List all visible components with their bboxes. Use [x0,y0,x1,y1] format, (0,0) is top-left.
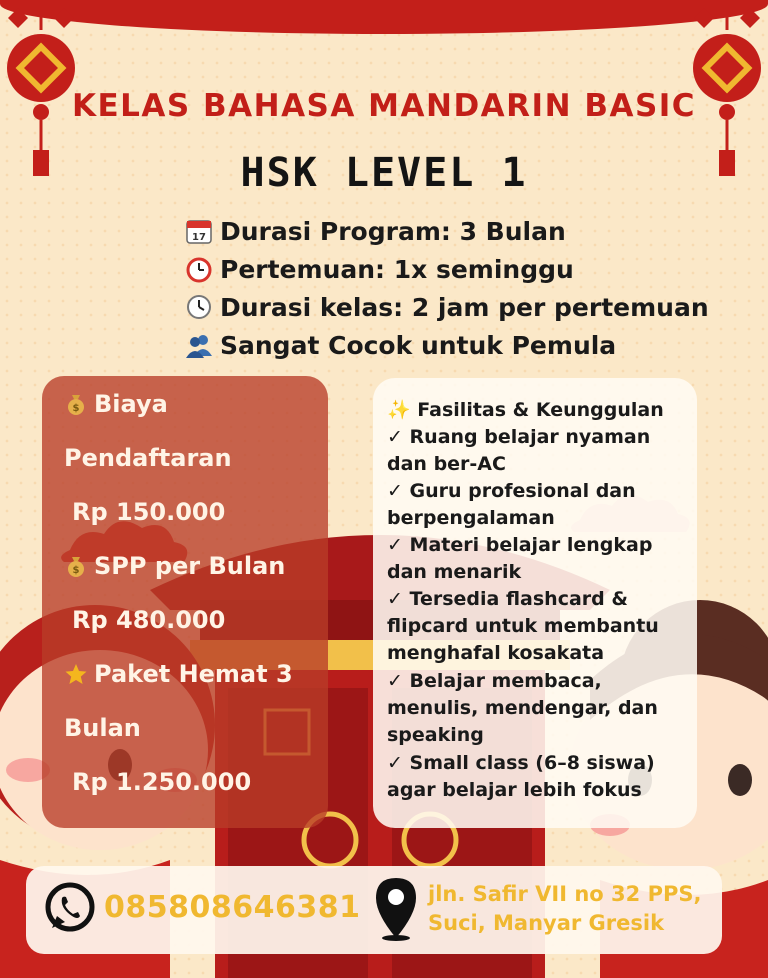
facility-item: ✓ Ruang belajar nyaman dan ber-AC [387,426,651,475]
svg-text:$: $ [72,565,80,576]
people-icon [184,330,214,360]
facilities-heading-line [387,398,664,421]
info-row-meetings [184,250,709,288]
fee-card [42,376,328,828]
fee-package-label-line [64,660,293,688]
phone-number[interactable]: 085808646381 [104,890,361,925]
fee-registration-label-line-2: Pendaftaran [64,444,232,472]
facility-item: ✓ Guru profesional dan berpengalaman [387,480,636,529]
fee-registration-label-line-1 [64,390,168,418]
svg-text:17: 17 [192,232,206,243]
page-title: KELAS BAHASA MANDARIN BASIC [71,88,697,124]
page-subtitle: HSK LEVEL 1 [240,150,528,196]
clock-icon [184,292,214,322]
fee-package-label-line-2: Bulan [64,714,141,742]
facility-item: ✓ Small class (6–8 siswa) agar belajar lebih fokus [387,752,655,801]
program-info-list [184,212,709,364]
fee-registration-price: Rp 150.000 [72,498,226,526]
facilities-card [373,378,697,828]
info-row-beginner [184,326,709,364]
fee-spp-price: Rp 480.000 [72,606,226,634]
fee-package-label: Paket Hemat 3 [94,660,293,688]
info-label-beginner: Sangat Cocok untuk Pemula [220,330,617,360]
facility-item: ✓ Tersedia flashcard & flipcard untuk membantu menghafal kosakata [387,588,659,664]
info-label-meetings: Pertemuan: 1x seminggu [220,254,574,284]
facilities-heading: Fasilitas & Keunggulan [417,399,664,421]
location-pin-icon [372,876,420,942]
top-red-band [0,0,768,34]
fee-package-price: Rp 1.250.000 [72,768,252,796]
info-row-duration [184,212,709,250]
svg-text:$: $ [72,403,80,414]
money-bag-icon [64,392,88,416]
fee-spp-label-line [64,552,285,580]
whatsapp-icon[interactable] [42,880,98,936]
address-text: jln. Safir VII no 32 PPS, Suci, Manyar Gresik [428,882,702,935]
sparkles-icon: ✨ [387,399,411,421]
info-row-class-duration [184,288,709,326]
info-label-class-duration: Durasi kelas: 2 jam per pertemuan [220,292,709,322]
facility-item: ✓ Materi belajar lengkap dan menarik [387,534,653,583]
alarm-clock-icon [184,254,214,284]
fee-spp-label: SPP per Bulan [94,552,286,580]
fee-registration-label: Biaya [94,390,168,418]
facility-item: ✓ Belajar membaca, menulis, mendengar, dan speaking [387,670,658,746]
star-icon [64,662,88,686]
info-label-duration: Durasi Program: 3 Bulan [220,216,566,246]
money-bag-icon [64,554,88,578]
calendar-icon [184,216,214,246]
contact-bar [26,866,722,954]
